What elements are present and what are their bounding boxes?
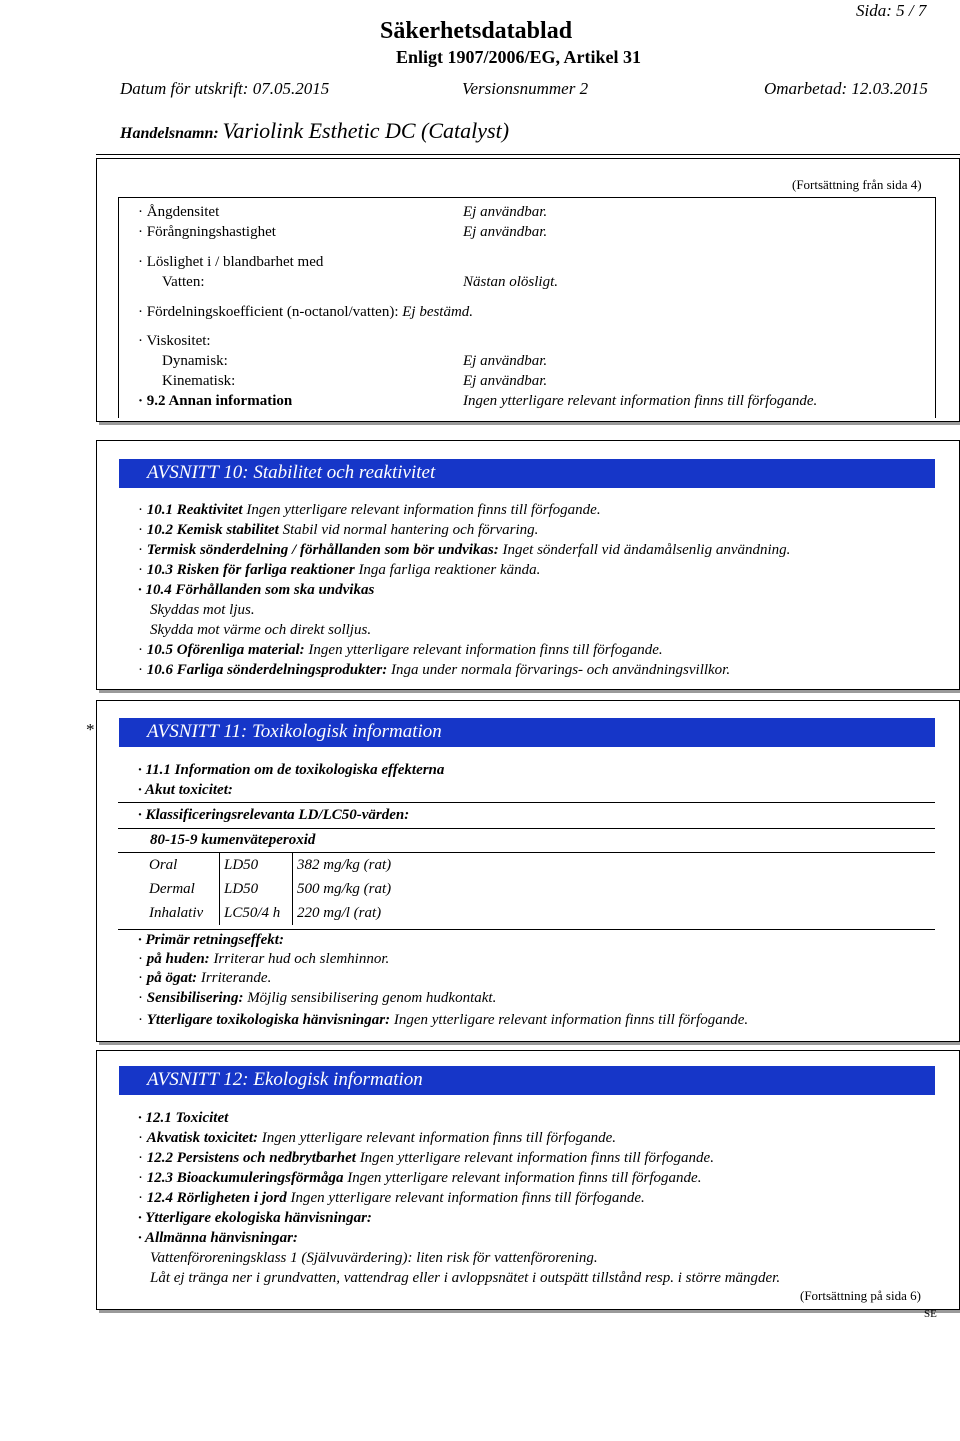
incompatible-label: 10.5 Oförenliga material: xyxy=(146,642,305,658)
conditions-label: · 10.4 Förhållanden som ska undvikas xyxy=(138,582,374,599)
table-rule xyxy=(118,929,935,930)
additional-tox-label: Ytterligare toxikologiska hänvisningar: xyxy=(146,1012,391,1028)
dynamic-value: Ej användbar. xyxy=(463,353,548,369)
sensitisation-label: Sensibilisering: xyxy=(146,990,244,1006)
thermal-label: Termisk sönderdelning / förhållanden som bör undvikas: xyxy=(146,542,499,558)
kinematic-label: Kinematisk: xyxy=(162,373,236,389)
decomposition-label: 10.6 Farliga sönderdelningsprodukter: xyxy=(146,662,388,678)
primary-irritation-label: · Primär retningseffekt: xyxy=(138,932,284,949)
general-notes-label: · Allmänna hänvisningar: xyxy=(138,1230,298,1247)
water-value: Nästan olösligt. xyxy=(463,274,559,290)
mobility-label: 12.4 Rörligheten i jord xyxy=(146,1190,287,1206)
route-cell: Oral xyxy=(145,853,220,877)
sensitisation-value: Möjlig sensibilisering genom hudkontakt. xyxy=(247,990,497,1006)
bioaccumulation-line xyxy=(138,1170,701,1187)
additional-eco-label: · Ytterligare ekologiska hänvisningar: xyxy=(138,1210,372,1227)
evaporation-value: Ej användbar. xyxy=(463,224,548,240)
header-rule xyxy=(96,154,960,155)
sensitisation-line xyxy=(138,990,496,1007)
trade-name: Variolink Esthetic DC (Catalyst) xyxy=(222,118,510,143)
section-11-heading: AVSNITT 11: Toxikologisk information xyxy=(119,718,935,747)
hazard-reactions-value: Inga farliga reaktioner kända. xyxy=(358,562,541,578)
version-number: Versionsnummer 2 xyxy=(462,79,589,98)
stability-line xyxy=(138,522,538,539)
additional-tox-value: Ingen ytterligare relevant information finns till förfogande. xyxy=(393,1012,749,1028)
solubility-label: · Löslighet i / blandbarhet med xyxy=(138,254,323,271)
ld50-rule xyxy=(118,828,935,829)
route-cell: Dermal xyxy=(145,877,220,901)
decomposition-value: Inga under normala förvarings- och användningsvillkor. xyxy=(390,662,731,678)
kinematic-value: Ej användbar. xyxy=(463,373,548,389)
other-info-label: · 9.2 Annan information xyxy=(138,393,292,410)
type-cell: LD50 xyxy=(220,877,293,901)
stability-value: Stabil vid normal hantering och förvaring. xyxy=(282,522,539,538)
skin-line xyxy=(138,951,389,968)
type-cell: LD50 xyxy=(220,853,293,877)
table-row xyxy=(145,853,395,877)
aquatic-value: Ingen ytterligare relevant information finns till förfogande. xyxy=(261,1130,616,1146)
thermal-line xyxy=(138,542,790,559)
mobility-line xyxy=(138,1190,645,1207)
skin-label: på huden: xyxy=(146,951,210,967)
continued-to: (Fortsättning på sida 6) xyxy=(800,1288,921,1303)
bioaccumulation-value: Ingen ytterligare relevant information finns till förfogande. xyxy=(347,1170,702,1186)
partition-label-text: Fördelningskoefficient (n-octanol/vatten): xyxy=(146,304,399,320)
water-label: Vatten: xyxy=(162,274,205,290)
mobility-value: Ingen ytterligare relevant information finns till förfogande. xyxy=(290,1190,645,1206)
trade-name-label: Handelsnamn: xyxy=(120,125,219,142)
acute-tox-rule xyxy=(118,802,935,803)
groundwater-warning: Låt ej tränga ner i grundvatten, vattendrag eller i avloppsnätet i outspätt tillstånd resp. i större mängder. xyxy=(150,1270,781,1286)
language-code: SE xyxy=(924,1308,937,1320)
partition-label xyxy=(138,304,473,321)
tox-effects-label: · 11.1 Information om de toxikologiska effekterna xyxy=(138,762,444,779)
persistence-value: Ingen ytterligare relevant information finns till förfogande. xyxy=(359,1150,714,1166)
skin-value: Irriterar hud och slemhinnor. xyxy=(213,951,390,967)
viscosity-label: · Viskositet: xyxy=(138,333,211,350)
acute-tox-label: · Akut toxicitet: xyxy=(138,782,233,799)
partition-value: Ej bestämd. xyxy=(402,304,474,320)
route-cell: Inhalativ xyxy=(145,901,220,925)
persistence-label: 12.2 Persistens och nedbrytbarhet xyxy=(146,1150,356,1166)
vapour-density-value: Ej användbar. xyxy=(463,204,548,220)
toxicity-label: · 12.1 Toxicitet xyxy=(138,1110,228,1127)
value-cell: 382 mg/kg (rat) xyxy=(297,856,392,873)
reactivity-value: Ingen ytterligare relevant information finns till förfogande. xyxy=(246,502,601,518)
thermal-value: Inget sönderfall vid ändamålsenlig användning. xyxy=(502,542,791,558)
conditions-value-b: Skydda mot värme och direkt solljus. xyxy=(150,622,372,638)
value-cell: 220 mg/l (rat) xyxy=(297,904,382,921)
hazard-reactions-line xyxy=(138,562,540,579)
other-info-value: Ingen ytterligare relevant information finns till förfogande. xyxy=(463,393,818,409)
evaporation-label: · Förångningshastighet xyxy=(138,224,276,241)
revision-marker: * xyxy=(86,720,95,739)
incompatible-line xyxy=(138,642,663,659)
incompatible-value: Ingen ytterligare relevant information finns till förfogande. xyxy=(308,642,663,658)
document-subtitle: Enligt 1907/2006/EG, Artikel 31 xyxy=(396,47,642,67)
section-12-heading: AVSNITT 12: Ekologisk information xyxy=(119,1066,935,1095)
dynamic-label: Dynamisk: xyxy=(162,353,228,369)
reactivity-label: 10.1 Reaktivitet xyxy=(146,502,243,518)
reactivity-line xyxy=(138,502,601,519)
bioaccumulation-label: 12.3 Bioackumuleringsförmåga xyxy=(146,1170,344,1186)
tox-table xyxy=(145,853,395,925)
eye-label: på ögat: xyxy=(146,970,198,986)
page-number: Sida: 5 / 7 xyxy=(856,1,927,20)
value-cell: 500 mg/kg (rat) xyxy=(297,880,392,897)
table-row xyxy=(145,877,395,901)
continued-from: (Fortsättning från sida 4) xyxy=(792,177,922,192)
aquatic-line xyxy=(138,1130,616,1147)
persistence-line xyxy=(138,1150,714,1167)
additional-tox-line xyxy=(138,1012,748,1029)
revision-date: Omarbetad: 12.03.2015 xyxy=(764,79,928,98)
eye-value: Irriterande. xyxy=(200,970,272,986)
hazard-reactions-label: 10.3 Risken för farliga reaktioner xyxy=(146,562,355,578)
decomposition-line xyxy=(138,662,730,679)
water-hazard-class: Vattenföroreningsklass 1 (Självuvärdering): liten risk för vattenförorening. xyxy=(150,1250,598,1266)
substance-name: 80-15-9 kumenväteperoxid xyxy=(150,832,316,848)
document-title: Säkerhetsdatablad xyxy=(380,18,573,44)
vapour-density-label: · Ångdensitet xyxy=(138,204,219,221)
conditions-value-a: Skyddas mot ljus. xyxy=(150,602,255,618)
trade-name-row xyxy=(120,118,509,144)
print-date: Datum för utskrift: 07.05.2015 xyxy=(120,79,330,98)
type-cell: LC50/4 h xyxy=(220,901,293,925)
ld50-label: · Klassificeringsrelevanta LD/LC50-värden: xyxy=(138,807,409,824)
section-10-heading: AVSNITT 10: Stabilitet och reaktivitet xyxy=(119,459,935,488)
eye-line xyxy=(138,970,271,987)
aquatic-label: Akvatisk toxicitet: xyxy=(146,1130,258,1146)
table-row xyxy=(145,901,395,925)
stability-label: 10.2 Kemisk stabilitet xyxy=(146,522,279,538)
